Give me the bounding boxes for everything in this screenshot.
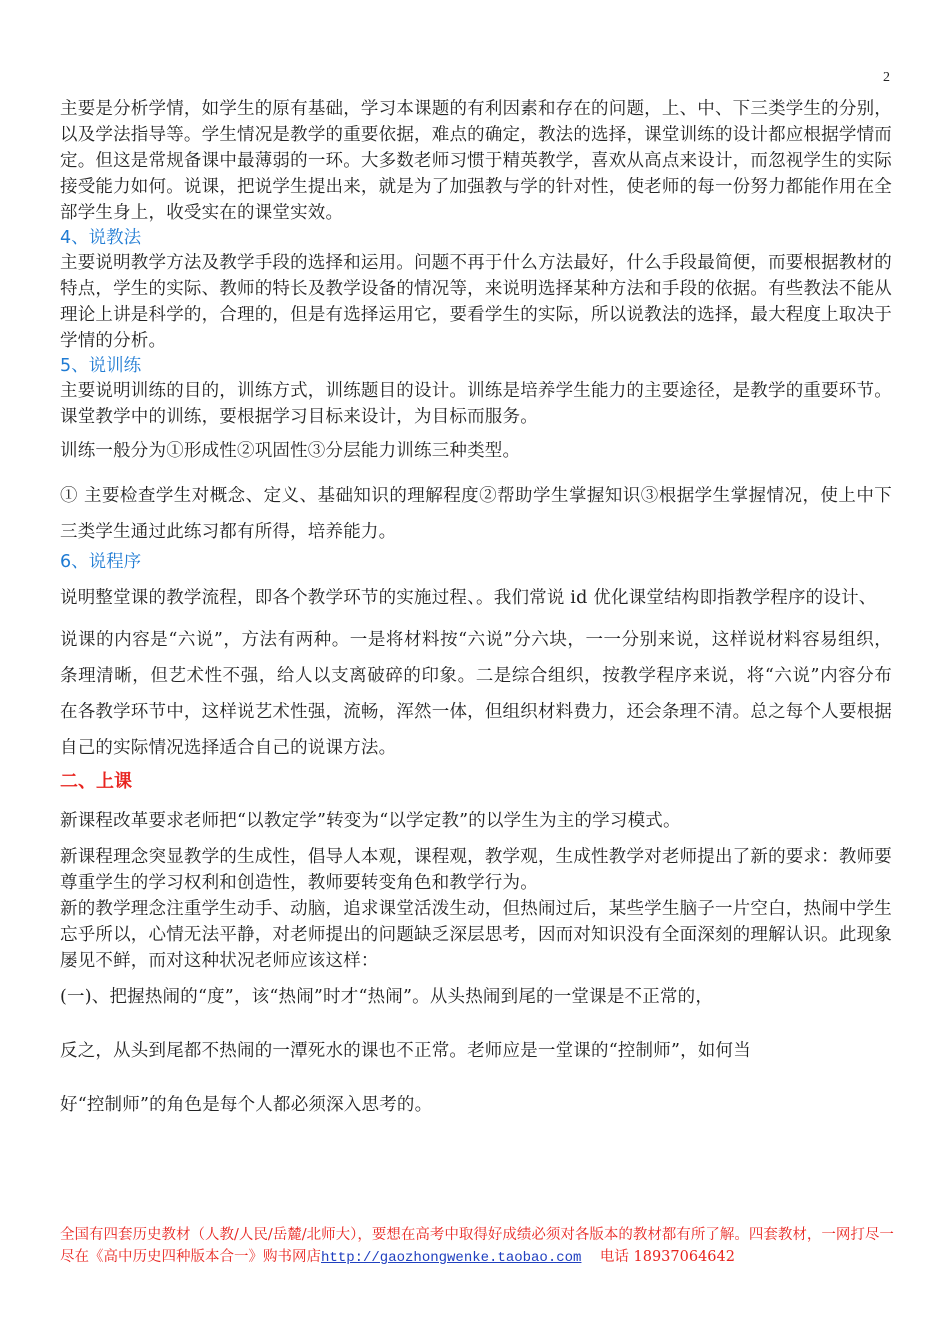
heading-section-class: 二、上课 xyxy=(60,771,132,792)
footer-text: 全国有四套历史教材（人教/人民/岳麓/北师大），要想在高考中取得好成绩必须对各版本的教材都有所了解。四套教材，一网打尽一尽在《高中历史四种版本合一》购书网店 xyxy=(60,1227,894,1265)
paragraph-point-one-line3: 好“控制师”的角色是每个人都必须深入思考的。 xyxy=(60,1095,433,1115)
footer-advertisement xyxy=(60,1224,896,1269)
paragraph-teaching-method: 主要说明教学方法及教学手段的选择和运用。问题不再于什么方法最好，什么手段最简便，而要根据教材的特点，学生的实际、教师的特长及教学设备的情况等，来说明选择某种方法和手段的依据。有些教法不能从理论上讲是科学的，合理的，但是有选择运用它，要看学生的实际，所以说教法的选择，最大程度上取决于学情的分析。 xyxy=(60,253,892,351)
paragraph-training-types: 训练一般分为①形成性②巩固性③分层能力训练三种类型。 xyxy=(60,441,521,461)
paragraph-training-goal: 课堂教学中的训练，要根据学习目标来设计，为目标而服务。 xyxy=(60,407,538,427)
heading-procedure: 6、说程序 xyxy=(60,552,142,572)
paragraph-point-one-line1: (一)、把握热闹的“度”，该“热闹”时才“热闹”。从头热闹到尾的一堂课是不正常的， xyxy=(60,987,714,1007)
shop-link[interactable]: http://gaozhongwenke.taobao.com xyxy=(321,1250,582,1266)
paragraph-curriculum-reform: 新课程改革要求老师把“以教定学”转变为“以学定教”的以学生为主的学习模式。 xyxy=(60,811,681,831)
paragraph-training-details: ① 主要检查学生对概念、定义、基础知识的理解程度②帮助学生掌握知识③根据学生掌握情况，使上中下三类学生通过此练习都有所得，培养能力。 xyxy=(60,486,892,542)
footer-phone: 电话 18937064642 xyxy=(599,1249,735,1265)
page-number: 2 xyxy=(883,70,890,85)
heading-training: 5、说训练 xyxy=(60,356,142,376)
paragraph-new-concepts: 新的教学理念注重学生动手、动脑，追求课堂活泼生动，但热闹过后，某些学生脑子一片空白，热闹中学生忘乎所以，心情无法平静，对老师提出的问题缺乏深层思考，因而对知识没有全面深刻的理解认识。此现象屡见不鲜，而对这种状况老师应该这样： xyxy=(60,899,892,971)
paragraph-training-purpose: 主要说明训练的目的，训练方式，训练题目的设计。训练是培养学生能力的主要途径，是教学的重要环节。 xyxy=(60,381,892,401)
heading-teaching-method: 4、说教法 xyxy=(60,228,142,248)
paragraph-six-aspects: 说课的内容是“六说”，方法有两种。一是将材料按“六说”分六块，一一分别来说，这样说材料容易组织，条理清晰，但艺术性不强，给人以支离破碎的印象。二是综合组织，按教学程序来说，将“六说”内容分布在各教学环节中，这样说艺术性强，流畅，浑然一体，但组织材料费力，还会条理不清。总之每个人要根据自己的实际情况选择适合自己的说课方法。 xyxy=(60,630,892,758)
paragraph-learner-analysis: 主要是分析学情，如学生的原有基础，学习本课题的有利因素和存在的问题，上、中、下三类学生的分别，以及学法指导等。学生情况是教学的重要依据，难点的确定，教法的选择，课堂训练的设计都应根据学情而定。但这是常规备课中最薄弱的一环。大多数老师习惯于精英教学，喜欢从高点来设计，而忽视学生的实际接受能力如何。说课，把说学生提出来，就是为了加强教与学的针对性，使老师的每一份努力都能作用在全部学生身上，收受实在的课堂实效。 xyxy=(60,99,892,223)
paragraph-procedure: 说明整堂课的教学流程，即各个教学环节的实施过程、。我们常说 id 优化课堂结构即指教学程序的设计、 xyxy=(60,588,877,608)
paragraph-generative-teaching: 新课程理念突显教学的生成性，倡导人本观，课程观，教学观，生成性教学对老师提出了新的要求：教师要尊重学生的学习权利和创造性，教师要转变角色和教学行为。 xyxy=(60,847,892,893)
document-body xyxy=(60,96,892,1118)
paragraph-point-one-line2: 反之，从头到尾都不热闹的一潭死水的课也不正常。老师应是一堂课的“控制师”，如何当 xyxy=(60,1041,751,1061)
